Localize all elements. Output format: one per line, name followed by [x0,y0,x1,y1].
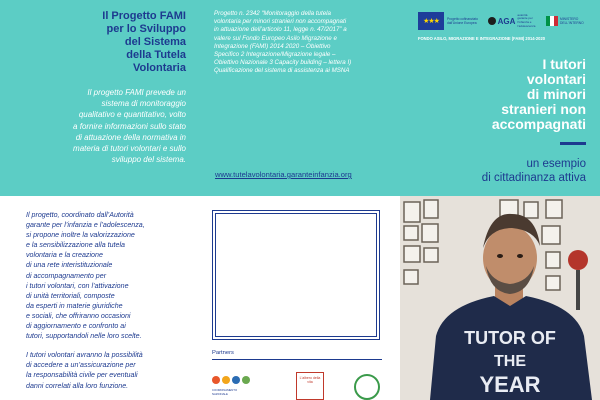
project-line: Integrazione (FAMI) 2014 2020 – Obiettivo [214,42,331,50]
project-line: Qualificazione del sistema di assistenza ai MSNA [214,67,350,75]
fami-intro [40,87,186,165]
body-paragraph-1 [26,210,188,341]
fami-title-line: per lo Sviluppo [106,23,186,35]
eu-flag-icon: ★★★ [418,12,444,30]
fami-intro-line: sviluppo del sistema. [111,155,186,165]
panel-photo [400,196,600,400]
body-line: I tutori volontari avranno la possibilità [26,351,143,360]
body-line: tutori, supportandoli nelle loro scelte. [26,332,142,341]
cover-subtitle-line: un esempio [526,158,586,170]
cover-subtitle-line: di cittadinanza attiva [481,172,586,184]
circle-icon [212,376,220,384]
body-line: di accompagnamento per [26,271,107,280]
cover-title [418,57,586,132]
panel-project-body [0,196,200,400]
project-line: volontaria per minori stranieri non accompagnati [214,18,347,26]
body-line: e la sensibilizzazione alla tutela [26,241,125,250]
panel-partners [200,196,400,400]
shirt-text-line-3: YEAR [479,372,541,397]
body-paragraph-2 [26,350,188,390]
circle-icon [222,376,230,384]
body-line: Il progetto, coordinato dall’Autorità [26,211,134,219]
fami-title-line: Il Progetto FAMI [102,10,186,22]
panel-project-details [200,0,400,196]
project-line: in attuazione dell’articolo 11, legge n. 47/2017” a [214,26,347,34]
panel-fami-project [0,0,200,196]
cover-title-line: I tutori [542,56,586,72]
fami-intro-line: materia di tutori volontari e sullo [73,144,186,154]
project-line: valere sul Fondo Europeo Asilo Migrazione e [214,34,337,42]
aga-logo [488,14,538,28]
fami-intro-line: a fornire informazioni sullo stato [73,121,186,131]
shirt-text-line-1: TUTOR OF [464,328,556,348]
body-line: di aggiornamento e confronto ai [26,322,126,331]
fami-intro-line: di attuazione della normativa in [75,132,186,142]
body-line: i tutori volontari, con l’attivazione [26,281,129,290]
project-line: Obiettivo Nazionale 3 Capacity building – lettera I) [214,59,352,67]
panel-cover [400,0,600,196]
body-line: e sociali, che offriranno occasioni [26,311,131,320]
partners-label: Partners [212,350,234,356]
body-line: volontaria e la creazione [26,251,103,260]
partner-logo-coordinamento [212,376,250,384]
cover-title-line: stranieri non [501,101,586,117]
cover-title-line: accompagnati [491,116,586,132]
project-description [214,10,386,76]
partner1-text: COORDINAMENTO NAZIONALE [212,388,238,396]
cover-title-line: volontari [526,71,586,87]
aga-subtext: autorità garante per l'infanzia e l'adolescenza [517,12,536,28]
body-line: si propone inoltre la valorizzazione [26,231,135,240]
body-line: la responsabilità civile per eventuali [26,371,138,380]
eu-logo-text: Progetto cofinanziato dall'Unione Europea [447,17,478,25]
tutor-photo [400,196,600,400]
title-divider [560,142,586,145]
website-link[interactable]: www.tutelavolontaria.garanteinfanzia.org [215,170,352,179]
project-body-text [26,210,188,391]
eu-logo [418,12,479,30]
aga-dot-icon [488,17,496,25]
project-line: Progetto n. 2342 “Monitoraggio della tutela [214,10,331,17]
body-line: di unità territoriali, composte [26,291,115,300]
fami-title-line: della Tutela [126,49,186,61]
fami-intro-line: qualitativo e quantitativo, volto [78,110,186,120]
aga-label: AGA [497,16,516,26]
fami-title-line: Volontaria [133,62,186,74]
cover-title-line: di minori [526,86,586,102]
project-line: Specifico 2 Integrazione/Migrazione legale – [214,51,336,59]
address-box-inner [215,213,377,337]
circle-icon [242,376,250,384]
ministry-text: MINISTERO DELL'INTERNO [560,17,584,25]
body-line: danni correlati alla loro funzione. [26,381,129,390]
body-line: garante per l’infanzia e l’adolescenza, [26,221,145,230]
body-line: di accedere a un’assicurazione per [26,361,136,370]
body-line: di una rete interistituzionale [26,261,113,270]
partners-divider [212,359,382,360]
partner-logo-albero: L'albero della vita [296,372,324,400]
body-line: da esperti in materie giuridiche [26,301,123,310]
lamp-icon [568,250,588,270]
fami-intro-line: sistema di monitoraggio [101,99,186,109]
fami-title [64,10,186,75]
ministry-logo [546,16,586,26]
fund-caption: FONDO ASILO, MIGRAZIONE E INTEGRAZIONE (FAMI) 2014-2020 [418,36,545,41]
logo-bar [418,8,586,34]
cover-subtitle [418,157,586,185]
italian-flag-icon [546,16,558,26]
circle-icon [232,376,240,384]
shirt-text-line-2: THE [494,353,526,370]
partner-logo-circle-icon [354,374,380,400]
fami-title-line: del Sistema [124,36,186,48]
fami-intro-line: Il progetto FAMI prevede un [87,88,186,97]
partner-logos [212,376,382,400]
